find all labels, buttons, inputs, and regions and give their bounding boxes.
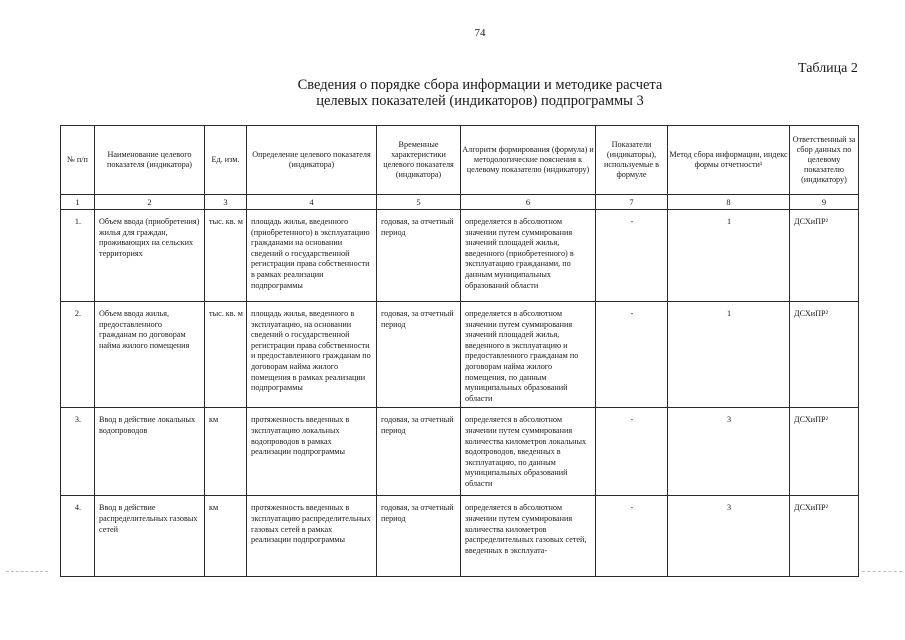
formula-indicators: - bbox=[596, 408, 668, 496]
unit: тыс. кв. м bbox=[205, 302, 247, 408]
responsible: ДСХиПР² bbox=[790, 408, 859, 496]
indicator-definition: протяженность введенных в эксплуатацию распределительных газовых сетей в рамках реализации подпрограммы bbox=[247, 496, 377, 577]
indicators-table bbox=[60, 125, 859, 577]
document-title bbox=[0, 77, 905, 109]
row-number: 1. bbox=[61, 210, 95, 302]
unit: км bbox=[205, 408, 247, 496]
indicator-definition: протяженность введенных в эксплуатацию локальных водопроводов в рамках реализации подпрограммы bbox=[247, 408, 377, 496]
column-number: 8 bbox=[668, 195, 790, 210]
column-number: 4 bbox=[247, 195, 377, 210]
header-cell-5: Временные характеристики целевого показателя (индикатора) bbox=[377, 126, 461, 195]
unit: км bbox=[205, 496, 247, 577]
time-characteristics: годовая, за отчетный период bbox=[377, 302, 461, 408]
calculation-algorithm: определяется в абсолютном значении путем суммирования количества километров распределительных газовых сетей, введенных в эксплуата- bbox=[461, 496, 596, 577]
table-row bbox=[61, 210, 859, 302]
header-cell-3: Ед. изм. bbox=[205, 126, 247, 195]
collection-method: 3 bbox=[668, 496, 790, 577]
calculation-algorithm: определяется в абсолютном значении путем суммирования количества километров локальных водопроводов, введенных в эксплуатацию, по данным муниципальных образований области bbox=[461, 408, 596, 496]
header-cell-4: Определение целевого показателя (индикатора) bbox=[247, 126, 377, 195]
table-row bbox=[61, 496, 859, 577]
responsible: ДСХиПР² bbox=[790, 496, 859, 577]
header-cell-7: Показатели (индикаторы), используемые в формуле bbox=[596, 126, 668, 195]
time-characteristics: годовая, за отчетный период bbox=[377, 408, 461, 496]
page-number: 74 bbox=[474, 27, 486, 39]
column-number: 5 bbox=[377, 195, 461, 210]
indicator-definition: площадь жилья, введенного в эксплуатацию, на основании сведений о государственной регистрации права собственности и предоставленного гражданам по договорам найма жилого помещения в рамках реализации подпрограммы bbox=[247, 302, 377, 408]
column-number: 3 bbox=[205, 195, 247, 210]
formula-indicators: - bbox=[596, 496, 668, 577]
header-cell-1: № п/п bbox=[61, 126, 95, 195]
table-row bbox=[61, 302, 859, 408]
time-characteristics: годовая, за отчетный период bbox=[377, 210, 461, 302]
indicator-definition: площадь жилья, введенного (приобретенного) в эксплуатацию гражданами на основании сведений о государственной регистрации права собственности в рамках реализации подпрограммы bbox=[247, 210, 377, 302]
title-line-2: целевых показателей (индикаторов) подпрограммы 3 bbox=[316, 93, 644, 109]
time-characteristics: годовая, за отчетный период bbox=[377, 496, 461, 577]
table-label: Таблица 2 bbox=[798, 61, 858, 76]
calculation-algorithm: определяется в абсолютном значении путем суммирования значений площадей жилья, введенного (приобретенного) в эксплуатацию гражданами, по данным муниципальных образований области bbox=[461, 210, 596, 302]
header-cell-9: Ответственный за сбор данных по целевому показателю (индикатору) bbox=[790, 126, 859, 195]
header-cell-2: Наименование целевого показателя (индикатора) bbox=[95, 126, 205, 195]
responsible: ДСХиПР² bbox=[790, 210, 859, 302]
row-number: 2. bbox=[61, 302, 95, 408]
column-number-row bbox=[61, 195, 859, 210]
table-row bbox=[61, 408, 859, 496]
header-cell-8: Метод сбора информации, индекс формы отчетности¹ bbox=[668, 126, 790, 195]
scan-edge-left bbox=[6, 571, 48, 572]
column-number: 1 bbox=[61, 195, 95, 210]
collection-method: 3 bbox=[668, 408, 790, 496]
scan-edge-right bbox=[862, 571, 902, 572]
indicator-name: Ввод в действие распределительных газовых сетей bbox=[95, 496, 205, 577]
title-line-1: Сведения о порядке сбора информации и методике расчета bbox=[297, 77, 663, 93]
responsible: ДСХиПР² bbox=[790, 302, 859, 408]
unit: тыс. кв. м bbox=[205, 210, 247, 302]
formula-indicators: - bbox=[596, 302, 668, 408]
indicator-name: Объем ввода жилья, предоставленного гражданам по договорам найма жилого помещения bbox=[95, 302, 205, 408]
collection-method: 1 bbox=[668, 210, 790, 302]
collection-method: 1 bbox=[668, 302, 790, 408]
indicator-name: Ввод в действие локальных водопроводов bbox=[95, 408, 205, 496]
column-number: 2 bbox=[95, 195, 205, 210]
header-cell-6: Алгоритм формирования (формула) и методологические пояснения к целевому показателю (индикатору) bbox=[461, 126, 596, 195]
column-number: 7 bbox=[596, 195, 668, 210]
header-row bbox=[61, 126, 859, 195]
formula-indicators: - bbox=[596, 210, 668, 302]
column-number: 6 bbox=[461, 195, 596, 210]
calculation-algorithm: определяется в абсолютном значении путем суммирования значений площадей жилья, введенного в эксплуатацию и предоставленного гражданам по договорам найма жилого помещения, по данным муниципальных образований области bbox=[461, 302, 596, 408]
column-number: 9 bbox=[790, 195, 859, 210]
indicator-name: Объем ввода (приобретения) жилья для граждан, проживающих на сельских территориях bbox=[95, 210, 205, 302]
row-number: 3. bbox=[61, 408, 95, 496]
row-number: 4. bbox=[61, 496, 95, 577]
